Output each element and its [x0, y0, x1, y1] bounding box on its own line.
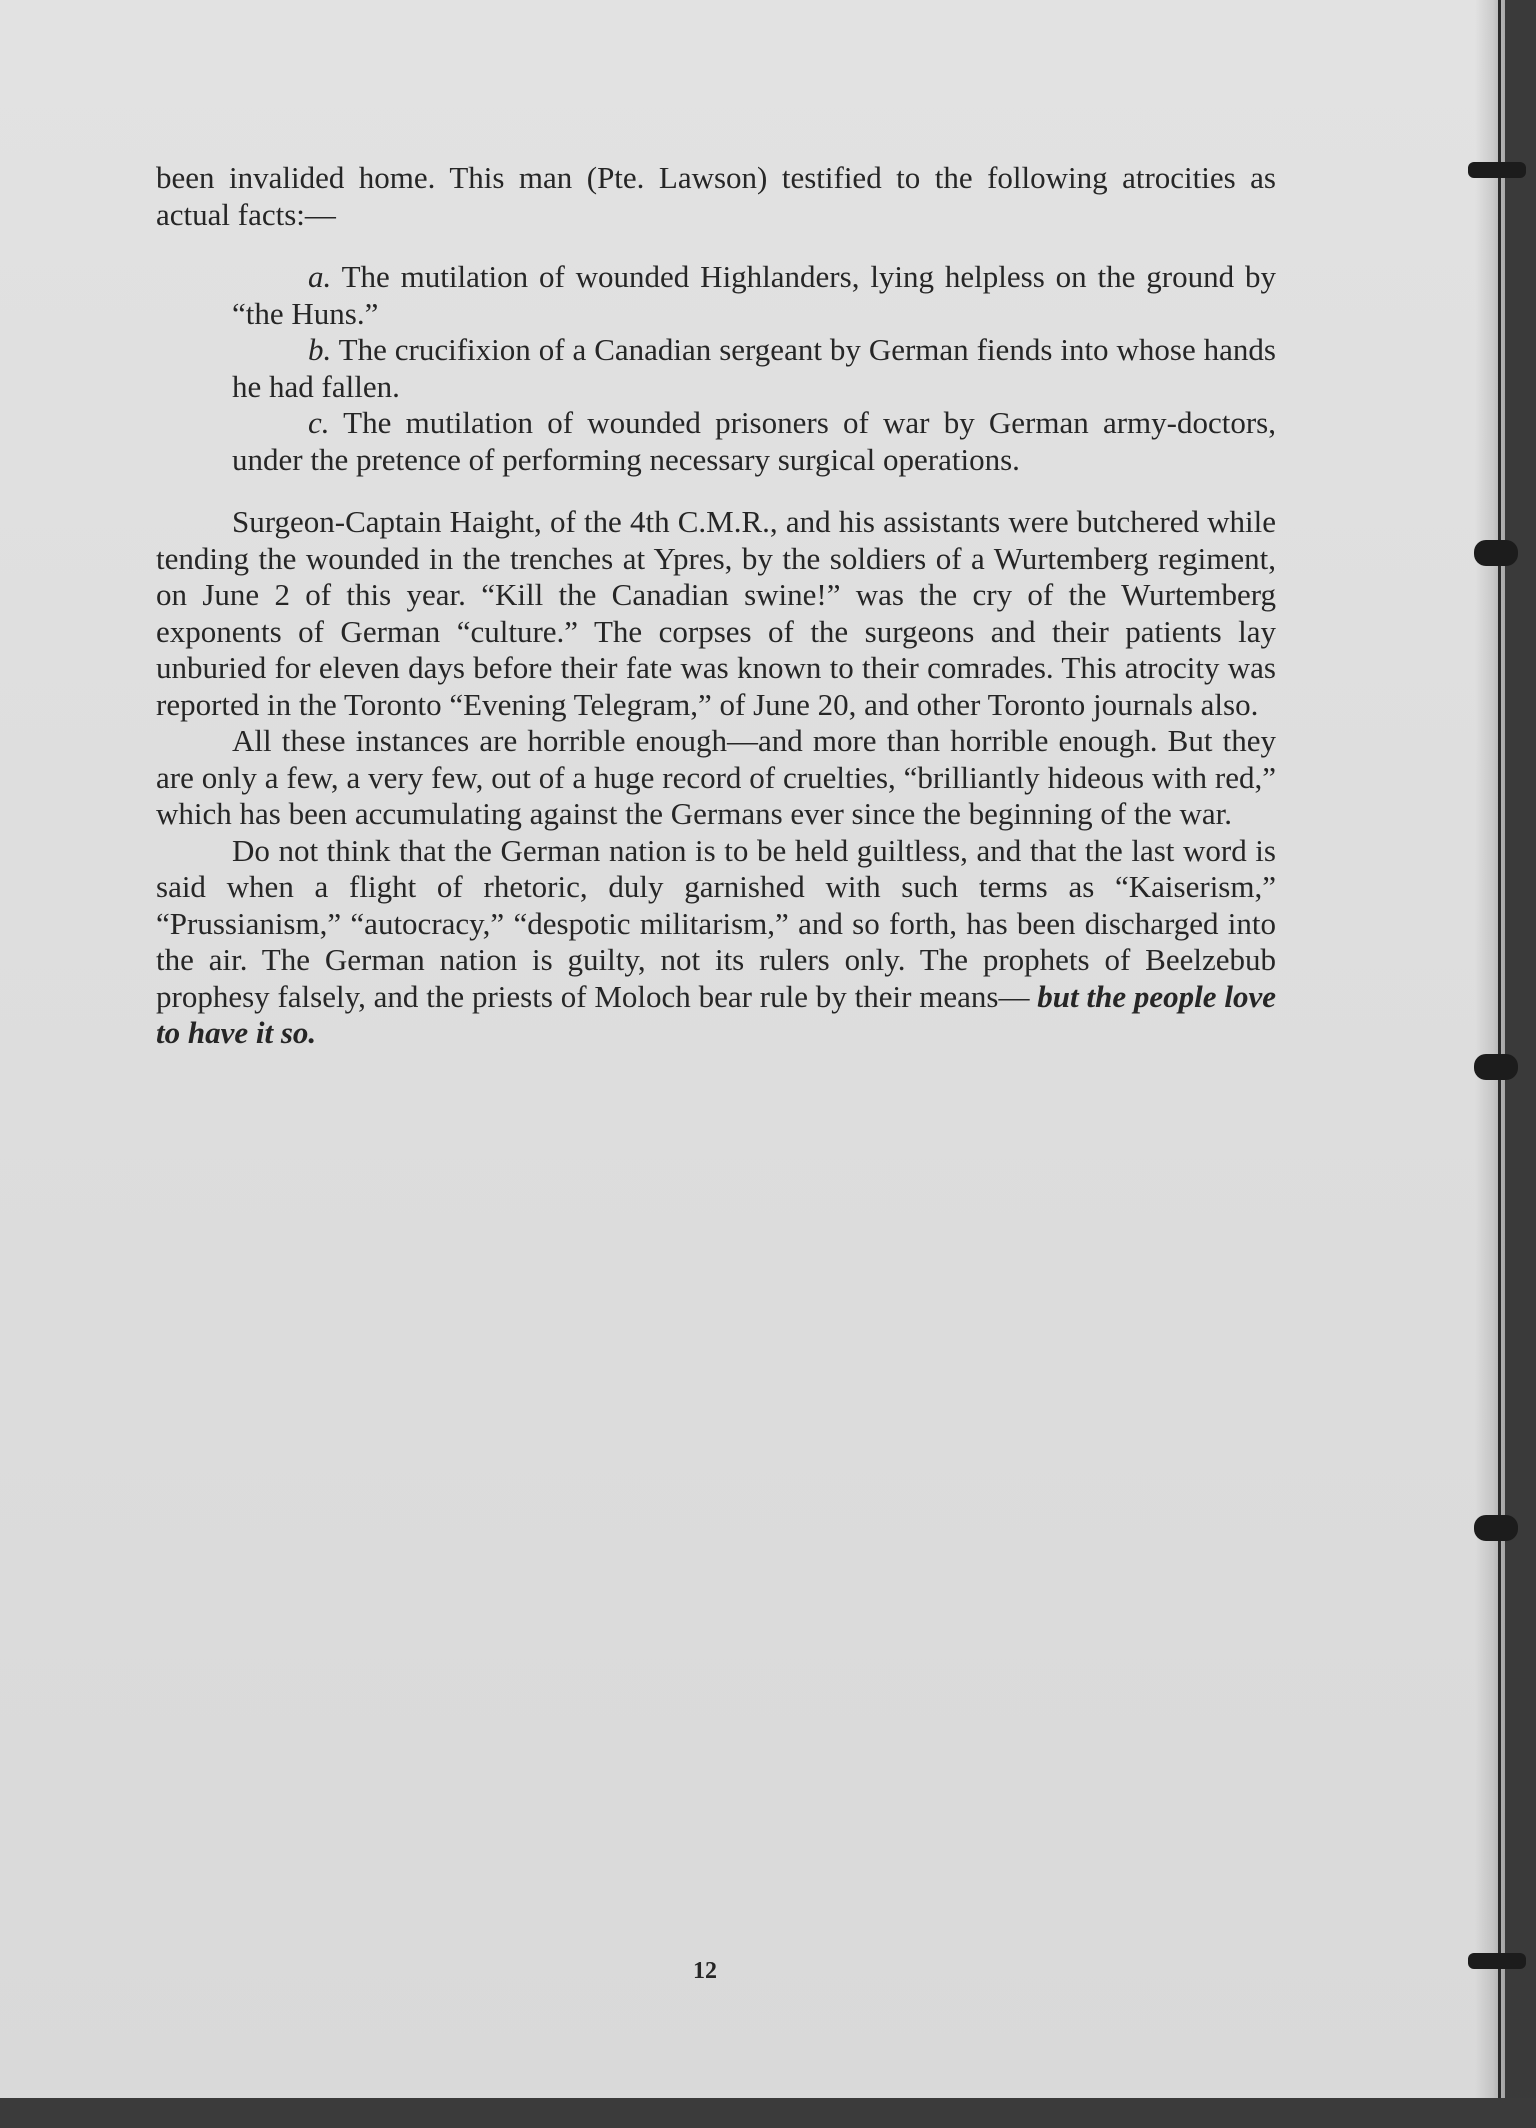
binding-staple: [1474, 1054, 1518, 1080]
paragraph-guilt-emphasis: but the people love to have it so.: [156, 978, 1277, 1050]
list-item: [156, 259, 1276, 332]
page-text: [156, 160, 1276, 1052]
list-item-letter: c.: [308, 405, 330, 440]
paragraph-guilt-text: Do not think that the German nation is to be held guiltless, and that the last word is said when a flight of rhetoric, duly garnished with such terms as “Kaiserism,” “Prussianism,” “autocracy,” “despotic militarism,” and so forth, has been discharged into the air. The German nation is guilty, not its rulers only. The prophets of Beelzebub prophesy falsely, and the priests of Moloch bear rule by their means—: [156, 832, 1276, 1014]
paragraph-guilt: [156, 833, 1276, 1052]
list-item-letter: a.: [308, 259, 332, 294]
list-item-text: The mutilation of wounded Highlanders, lying helpless on the ground by “the Huns.”: [232, 259, 1276, 331]
binding-staple: [1474, 540, 1518, 566]
list-item: [156, 332, 1276, 405]
scan-bottom-edge: [0, 2098, 1536, 2128]
list-item: [156, 405, 1276, 478]
binding-staple: [1468, 1953, 1526, 1969]
list-item-letter: b.: [308, 332, 332, 367]
list-item-text: The mutilation of wounded prisoners of war by German army-doctors, under the pretence of performing necessary surgical operations.: [232, 405, 1276, 477]
binding-staple: [1474, 1515, 1518, 1541]
binding-edge: [1498, 0, 1501, 2098]
paragraph-haight: Surgeon-Captain Haight, of the 4th C.M.R., and his assistants were butchered while tending the wounded in the trenches at Ypres, by the soldiers of a Wurtemberg regiment, on June 2 of this year. “Kill the Canadian swine!” was the cry of the Wurtemberg exponents of German “culture.” The corpses of the surgeons and their patients lay unburied for eleven days before their fate was known to their comrades. This atrocity was reported in the Toronto “Evening Telegram,” of June 20, and other Toronto journals also.: [156, 504, 1276, 722]
list-item-text: The crucifixion of a Canadian sergeant by German fiends into whose hands he had fallen.: [232, 332, 1276, 404]
page-number: 12: [693, 1958, 717, 1984]
intro-paragraph: been invalided home. This man (Pte. Lawson) testified to the following atrocities as actual facts:—: [156, 160, 1276, 232]
paragraph-instances: All these instances are horrible enough—and more than horrible enough. But they are only a few, a very few, out of a huge record of cruelties, “brilliantly hideous with red,” which has been accumulating against the Germans ever since the beginning of the war.: [156, 723, 1276, 831]
binding-staple: [1468, 162, 1526, 178]
atrocity-list: [232, 259, 1276, 478]
